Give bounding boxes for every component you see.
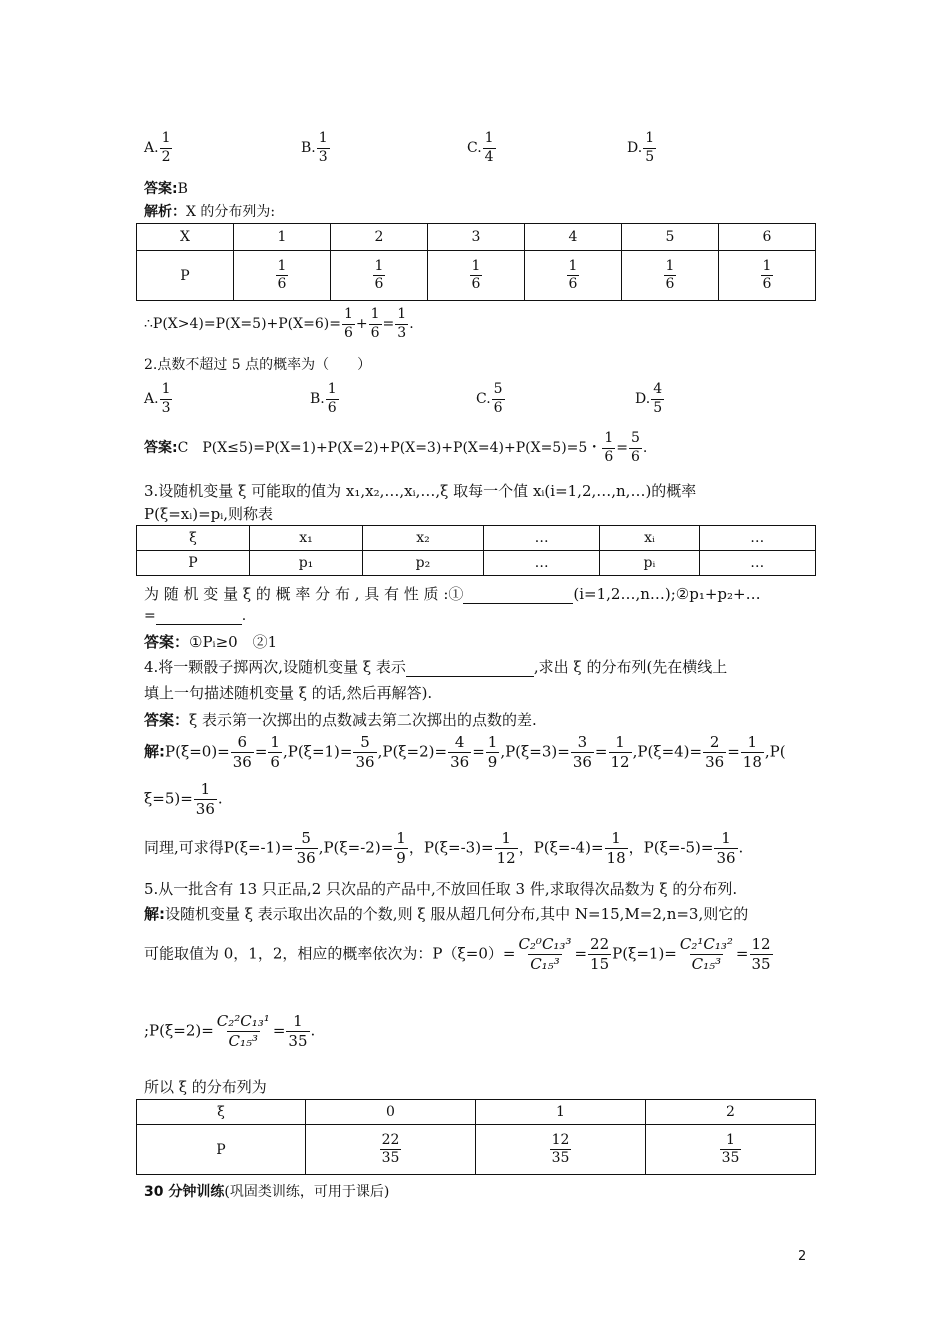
q5-solution-line2: 可能取值为 0，1，2，相应的概率依次为：P（ξ=0）= $\frac{\text{C₂⁰C₁₃³}}{\text{C₁₅³}}$ = $\frac{22}{15}$ P(ξ=1)= $\frac{\text{C₂¹C₁₃²}}{\text{C₁₅³}}$ = $\frac{12}{35}$ <box>144 935 771 973</box>
q1-answer: 答案:B <box>144 181 188 197</box>
q2-option-a: A. $\frac{1}{3}$ <box>144 381 171 416</box>
distribution-table-3: ξ 0 1 2 P $\frac{22}{35}$ $\frac{12}{35}$ $\frac{1}{35}$ <box>136 1099 816 1175</box>
q5-title: 5.从一批含有 13 只正品,2 只次品的产品中,不放回任取 3 件,求取得次品数为 ξ 的分布列. <box>144 880 738 898</box>
q2-title: 2.点数不超过 5 点的概率为（ ） <box>144 357 372 373</box>
q3-property-line1: 为 随 机 变 量 ξ 的 概 率 分 布 , 具 有 性 质 :① (i=1,2…,n…);②p₁+p₂+… <box>144 585 761 603</box>
q1-option-a: A. $\frac{1}{2}$ <box>144 130 171 165</box>
q5-solution-line1: 解:设随机变量 ξ 表示取出次品的个数,则 ξ 服从超几何分布,其中 N=15,M=2,n=3,则它的 <box>144 905 749 923</box>
page-number: 2 <box>798 1249 807 1264</box>
q1-option-c: C. $\frac{1}{4}$ <box>467 130 494 165</box>
blank-3 <box>406 658 534 677</box>
q5-solution-line3: ;P(ξ=2)= $\frac{\text{C₂²C₁₃¹}}{\text{C₁₅³}}$ = $\frac{1}{35}$ . <box>144 1012 316 1050</box>
q3-line2: P(ξ=xᵢ)=pᵢ,则称表 <box>144 505 274 523</box>
q4-answer: 答案：ξ 表示第一次掷出的点数减去第二次掷出的点数的差. <box>144 711 537 729</box>
q1-conclusion: ∴P(X>4)=P(X=5)+P(X=6)= $\frac{1}{6}$ + $\frac{1}{6}$ = $\frac{1}{3}$ . <box>144 306 414 341</box>
distribution-table-1: X 1 2 3 4 5 6 P $\frac{1}{6}$ $\frac{1}{6}$ $\frac{1}{6}$ $\frac{1}{6}$ $\frac{1}{6}$ $\frac{1}{6}$ <box>136 223 816 301</box>
q2-answer: 答案:C P(X≤5)=P(X=1)+P(X=2)+P(X=3)+P(X=4)+P(X=5)=5・ $\frac{1}{6}$ = $\frac{5}{6}$ . <box>144 430 648 465</box>
q3-answer: 答案：①Pᵢ≥0 ②1 <box>144 633 278 651</box>
q4-line1: 4.将一颗骰子掷两次,设随机变量 ξ 表示 ,求出 ξ 的分布列(先在横线上 <box>144 658 728 676</box>
blank-1 <box>463 585 573 604</box>
section-title: 30 分钟训练(巩固类训练，可用于课后) <box>144 1184 390 1200</box>
q4-similarly: 同理,可求得P(ξ=-1)= $\frac{5}{36}$ ,P(ξ=-2)= $\frac{1}{9}$ ，P(ξ=-3)= $\frac{1}{12}$ ，P(ξ=-4)= $\frac{1}{18}$ ，P(ξ=-5)= $\frac{1}{36}$ . <box>144 829 744 867</box>
q2-option-c: C. $\frac{5}{6}$ <box>476 381 503 416</box>
q2-option-b: B. $\frac{1}{6}$ <box>310 381 337 416</box>
q1-analysis: 解析：X 的分布列为: <box>144 204 276 220</box>
q2-option-d: D. $\frac{4}{5}$ <box>635 381 663 416</box>
q1-option-d: D. $\frac{1}{5}$ <box>627 130 655 165</box>
q3-property-line2: = . <box>144 608 247 624</box>
q3-line1: 3.设随机变量 ξ 可能取的值为 x₁,x₂,…,xᵢ,…,ξ 取每一个值 xᵢ(i=1,2,…,n,…)的概率 <box>144 482 697 500</box>
blank-2 <box>156 608 242 625</box>
q4-solution-line1: 解:P(ξ=0)= $\frac{6}{36}$ = $\frac{1}{6}$ ,P(ξ=1)= $\frac{5}{36}$ ,P(ξ=2)= $\frac{4}{36}$ = $\frac{1}{9}$ ,P(ξ=3)= $\frac{3}{36}$ = $\frac{1}{12}$ ,P(ξ=4)= $\frac{2}{36}$ = $\frac{1}{18}$ ,P( <box>144 733 786 771</box>
q4-solution-line2: ξ=5)= $\frac{1}{36}$ . <box>144 780 223 818</box>
distribution-table-2: ξ x₁ x₂ … xᵢ … P p₁ p₂ … pᵢ … <box>136 525 816 576</box>
q1-option-b: B. $\frac{1}{3}$ <box>301 130 328 165</box>
q5-so: 所以 ξ 的分布列为 <box>144 1078 267 1096</box>
q4-line2: 填上一句描述随机变量 ξ 的话,然后再解答). <box>144 684 433 702</box>
